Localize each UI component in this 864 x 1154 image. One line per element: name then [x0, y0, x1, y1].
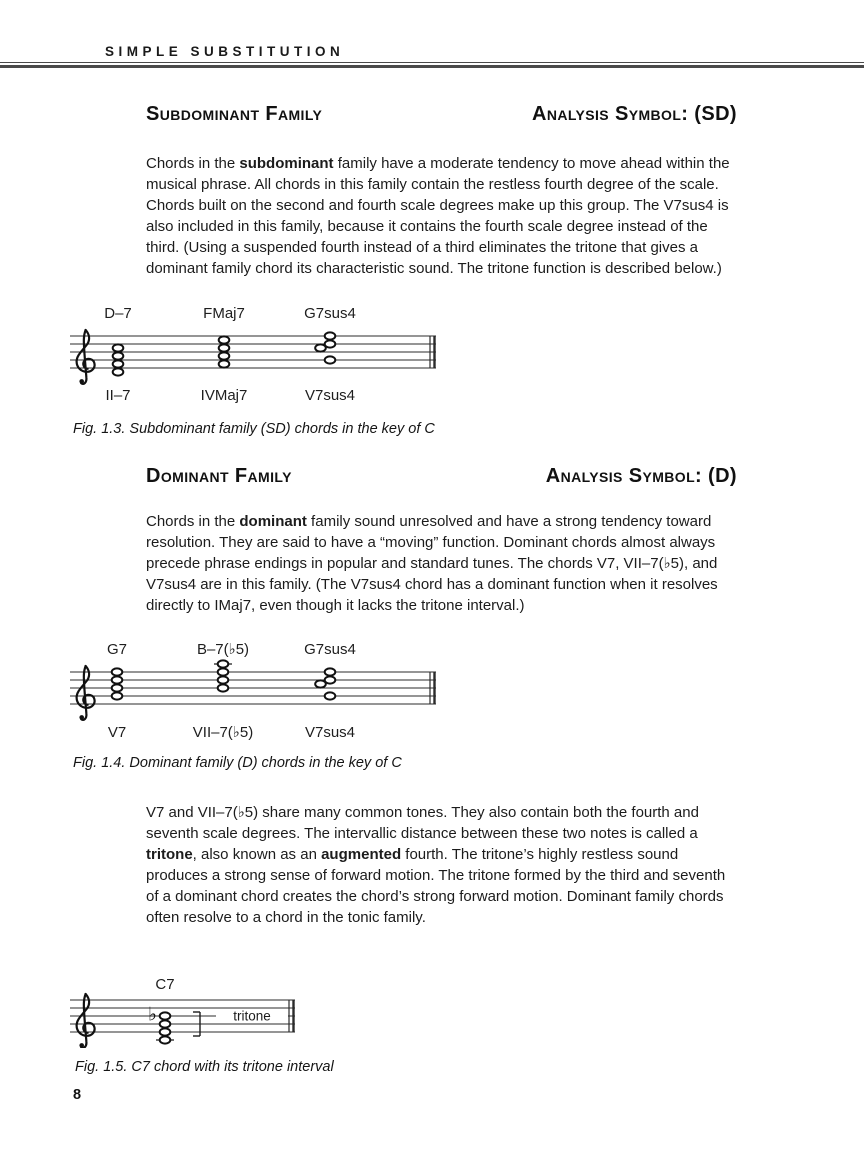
notehead [113, 368, 124, 375]
notehead [218, 676, 229, 683]
notehead [112, 692, 123, 699]
notehead [219, 344, 230, 351]
paragraph-text: Chords in the [146, 155, 240, 172]
section-heading-dominant: Dominant Family [146, 465, 292, 487]
section-heading-subdominant: Subdominant Family [146, 103, 323, 125]
analysis-symbol-d: Analysis Symbol: (D) [545, 465, 737, 487]
notehead [113, 352, 124, 359]
paragraph-text: , also known as an [192, 846, 322, 864]
tritone-paragraph [146, 802, 740, 929]
chord-label: FMaj7 [203, 305, 245, 322]
header-rule-thin [0, 62, 864, 63]
notehead [218, 668, 229, 675]
page-number: 8 [73, 1087, 82, 1103]
notehead [219, 336, 230, 343]
bold-term: tritone [146, 846, 193, 864]
tritone-label: tritone [233, 1008, 271, 1024]
notehead [325, 676, 336, 683]
paragraph-text: family have a moderate tendency to move ahead within the musical phrase. All chords in this family contain the restless fourth degree of the scale. Chords built on the second and fourth scale degrees make up this group. The V7sus4 is also included in this family, because it contains the fourth scale degree instead of the third. (Using a suspended fourth instead of a third eliminates the tritone that gives a dominant family chord its characteristic sound. The tritone function is described below.) [146, 155, 730, 278]
roman-numeral-label: IVMaj7 [200, 387, 248, 404]
notehead [112, 676, 123, 683]
roman-numeral-label: II–7 [105, 387, 131, 404]
paragraph-text: V7 and VII–7(♭5) share many common tones. They also contain both the fourth and seventh scale degrees. The intervallic distance between these two notes is called a [146, 804, 699, 843]
roman-numeral-label: V7 [107, 724, 127, 741]
chord-label: G7sus4 [304, 641, 356, 658]
chord-label: B–7(♭5) [196, 641, 250, 658]
chord-label: D–7 [104, 305, 132, 322]
notehead [160, 1028, 171, 1035]
notehead [325, 692, 336, 699]
chord-label: C7 [155, 976, 175, 993]
running-head: SIMPLE SUBSTITUTION [105, 44, 345, 59]
notehead [160, 1036, 171, 1043]
paragraph-text: fourth. The tritone’s highly restless sound produces a strong sense of forward motion. The tritone formed by the third and seventh of a dominant chord creates the chord’s strong forward motion. Dominant family chords often resolve to a chord in the tonic family. [146, 846, 726, 927]
subdominant-heading-row [146, 103, 737, 126]
header-rule-thick [0, 65, 864, 68]
treble-clef-icon [77, 994, 95, 1048]
figure-caption-1-4: Fig. 1.4. Dominant family (D) chords in the key of C [73, 755, 402, 771]
subdominant-paragraph [146, 153, 740, 280]
paragraph-text: family sound unresolved and have a strong tendency toward resolution. They are said to have a “moving” function. Dominant chords almost always precede phrase endings in popular and standard tunes. The chords V7, VII–7(♭5), and V7sus4 are in this family. (The V7sus4 chord has a dominant function when it resolves directly to IMaj7, even though it lacks the tritone interval.) [146, 513, 718, 615]
notehead [160, 1012, 171, 1019]
chord-label: G7sus4 [304, 305, 356, 322]
figure-caption-1-3: Fig. 1.3. Subdominant family (SD) chords in the key of C [73, 421, 435, 437]
roman-numeral-label: V7sus4 [304, 724, 356, 741]
notehead [113, 344, 124, 351]
bold-term: dominant [239, 513, 307, 530]
bold-term: subdominant [239, 155, 334, 172]
bold-term: augmented [321, 846, 402, 864]
notehead [219, 360, 230, 367]
treble-clef-icon [77, 330, 95, 384]
notehead [325, 340, 336, 347]
notehead [218, 660, 229, 667]
flat-accidental-icon: ♭ [148, 1004, 157, 1026]
notehead [112, 668, 123, 675]
notehead [325, 332, 336, 339]
staff-figure-subdominant [60, 300, 450, 408]
dominant-heading-row [146, 465, 737, 488]
chord-label: G7 [106, 641, 128, 658]
figure-caption-1-5: Fig. 1.5. C7 chord with its tritone interval [75, 1059, 334, 1075]
paragraph-text: Chords in the [146, 513, 240, 530]
roman-numeral-label: VII–7(♭5) [192, 724, 254, 741]
notehead [218, 684, 229, 691]
notehead [160, 1020, 171, 1027]
notehead [112, 684, 123, 691]
notehead [325, 356, 336, 363]
notehead [113, 360, 124, 367]
treble-clef-icon [77, 666, 95, 720]
dominant-paragraph [146, 511, 740, 616]
roman-numeral-label: V7sus4 [304, 387, 356, 404]
staff-figure-dominant [60, 634, 450, 744]
analysis-symbol-sd: Analysis Symbol: (SD) [531, 103, 737, 125]
staff-figure-c7-tritone [60, 968, 310, 1048]
notehead [219, 352, 230, 359]
notehead [325, 668, 336, 675]
